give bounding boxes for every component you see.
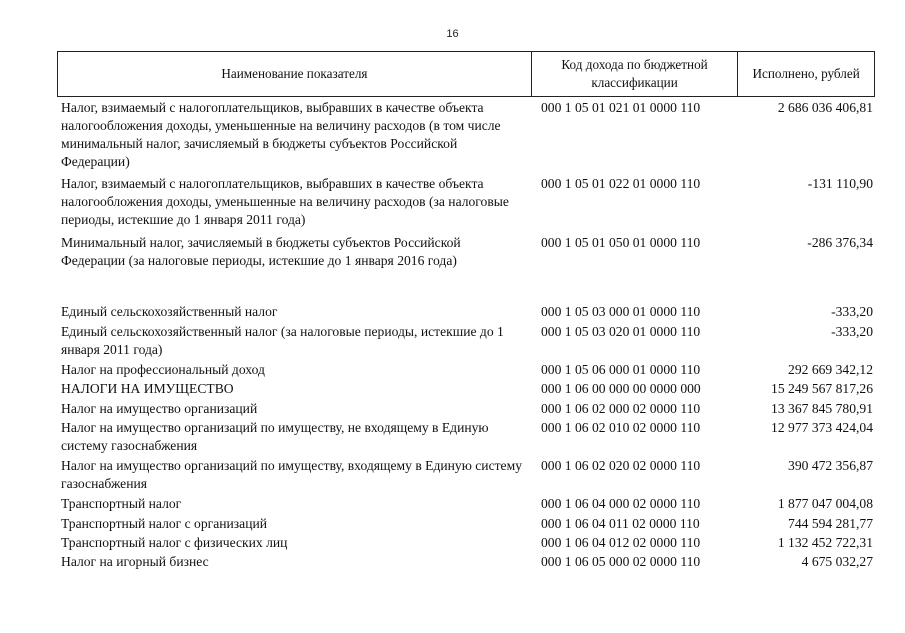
table-row <box>57 380 875 399</box>
table-row <box>57 534 875 553</box>
row-amount: 15 249 567 817,26 <box>771 381 873 397</box>
row-code: 000 1 05 01 022 01 0000 110 <box>541 176 701 191</box>
table-header <box>57 51 875 97</box>
table-row <box>57 99 875 173</box>
table-row <box>57 495 875 514</box>
row-name: Налог на игорный бизнес <box>61 554 209 570</box>
row-code: 000 1 05 01 021 01 0000 110 <box>541 100 701 115</box>
row-name: Единый сельскохозяйственный налог <box>61 304 278 319</box>
row-name: Транспортный налог с физических лиц <box>61 534 288 550</box>
row-code: 000 1 06 04 011 02 0000 110 <box>541 515 700 531</box>
row-name: Налог на профессиональный доход <box>61 362 265 377</box>
row-code: 000 1 06 05 000 02 0000 110 <box>541 554 701 570</box>
table-row <box>57 303 875 322</box>
row-code: 000 1 05 06 000 01 0000 110 <box>541 362 701 377</box>
table-row <box>57 323 875 361</box>
row-name: Налог, взимаемый с налогоплательщиков, выбравших в качестве объекта налогообложения доходы, уменьшенные на величину расходов (за налоговые периоды, истекшие до 1 января 2011 года) <box>61 176 509 227</box>
row-amount: 4 675 032,27 <box>801 554 873 570</box>
table-row <box>57 553 875 572</box>
header-amount: Исполнено, рублей <box>737 52 874 96</box>
row-name: Единый сельскохозяйственный налог (за налоговые периоды, истекшие до 1 января 2011 года) <box>61 324 504 357</box>
row-amount: -131 110,90 <box>807 176 873 191</box>
row-amount: -333,20 <box>831 304 873 319</box>
table-row <box>57 457 875 495</box>
row-code: 000 1 05 03 020 01 0000 110 <box>541 324 701 339</box>
row-name: Налог на имущество организаций по имуществу, не входящему в Единую систему газоснабжения <box>61 420 489 454</box>
row-code: 000 1 06 04 012 02 0000 110 <box>541 534 701 550</box>
table-row <box>57 515 875 534</box>
row-code: 000 1 06 02 000 02 0000 110 <box>541 400 701 416</box>
row-code: 000 1 06 02 020 02 0000 110 <box>541 458 701 474</box>
row-amount: 2 686 036 406,81 <box>777 100 873 115</box>
row-amount: 1 132 452 722,31 <box>777 534 873 550</box>
row-amount: 292 669 342,12 <box>788 362 873 377</box>
row-amount: 1 877 047 004,08 <box>777 496 873 512</box>
row-amount: 744 594 281,77 <box>788 515 873 531</box>
row-amount: -286 376,34 <box>807 235 873 250</box>
row-name: Минимальный налог, зачисляемый в бюджеты субъектов Российской Федерации (за налоговые периоды, истекшие до 1 января 2016 года) <box>61 235 461 268</box>
row-code: 000 1 05 01 050 01 0000 110 <box>541 235 701 250</box>
header-code: Код дохода по бюджетной классификации <box>531 52 738 96</box>
row-amount: -333,20 <box>831 324 873 339</box>
table-row <box>57 361 875 380</box>
row-amount: 13 367 845 780,91 <box>771 400 873 416</box>
page-number: 16 <box>446 28 459 40</box>
revenue-table <box>57 51 875 573</box>
row-code: 000 1 06 02 010 02 0000 110 <box>541 420 701 436</box>
table-row <box>57 234 875 303</box>
row-code: 000 1 06 04 000 02 0000 110 <box>541 496 701 512</box>
row-name: Налог на имущество организаций по имуществу, входящему в Единую систему газоснабжения <box>61 458 522 492</box>
table-row <box>57 400 875 419</box>
row-code: 000 1 05 03 000 01 0000 110 <box>541 304 701 319</box>
row-amount: 12 977 373 424,04 <box>771 420 873 436</box>
row-name: Налог, взимаемый с налогоплательщиков, выбравших в качестве объекта налогообложения доходы, уменьшенные на величину расходов (в том числе минимальный налог, зачисляемый в бюджеты субъектов Российской Федерации) <box>61 100 501 169</box>
row-code: 000 1 06 00 000 00 0000 000 <box>541 381 701 397</box>
table-row <box>57 175 875 231</box>
table-row <box>57 419 875 456</box>
row-name: Транспортный налог <box>61 496 182 512</box>
header-name: Наименование показателя <box>221 66 368 81</box>
row-name: Налог на имущество организаций <box>61 400 258 416</box>
row-name: Транспортный налог с организаций <box>61 515 268 531</box>
row-name: НАЛОГИ НА ИМУЩЕСТВО <box>61 381 234 397</box>
row-amount: 390 472 356,87 <box>788 458 873 474</box>
